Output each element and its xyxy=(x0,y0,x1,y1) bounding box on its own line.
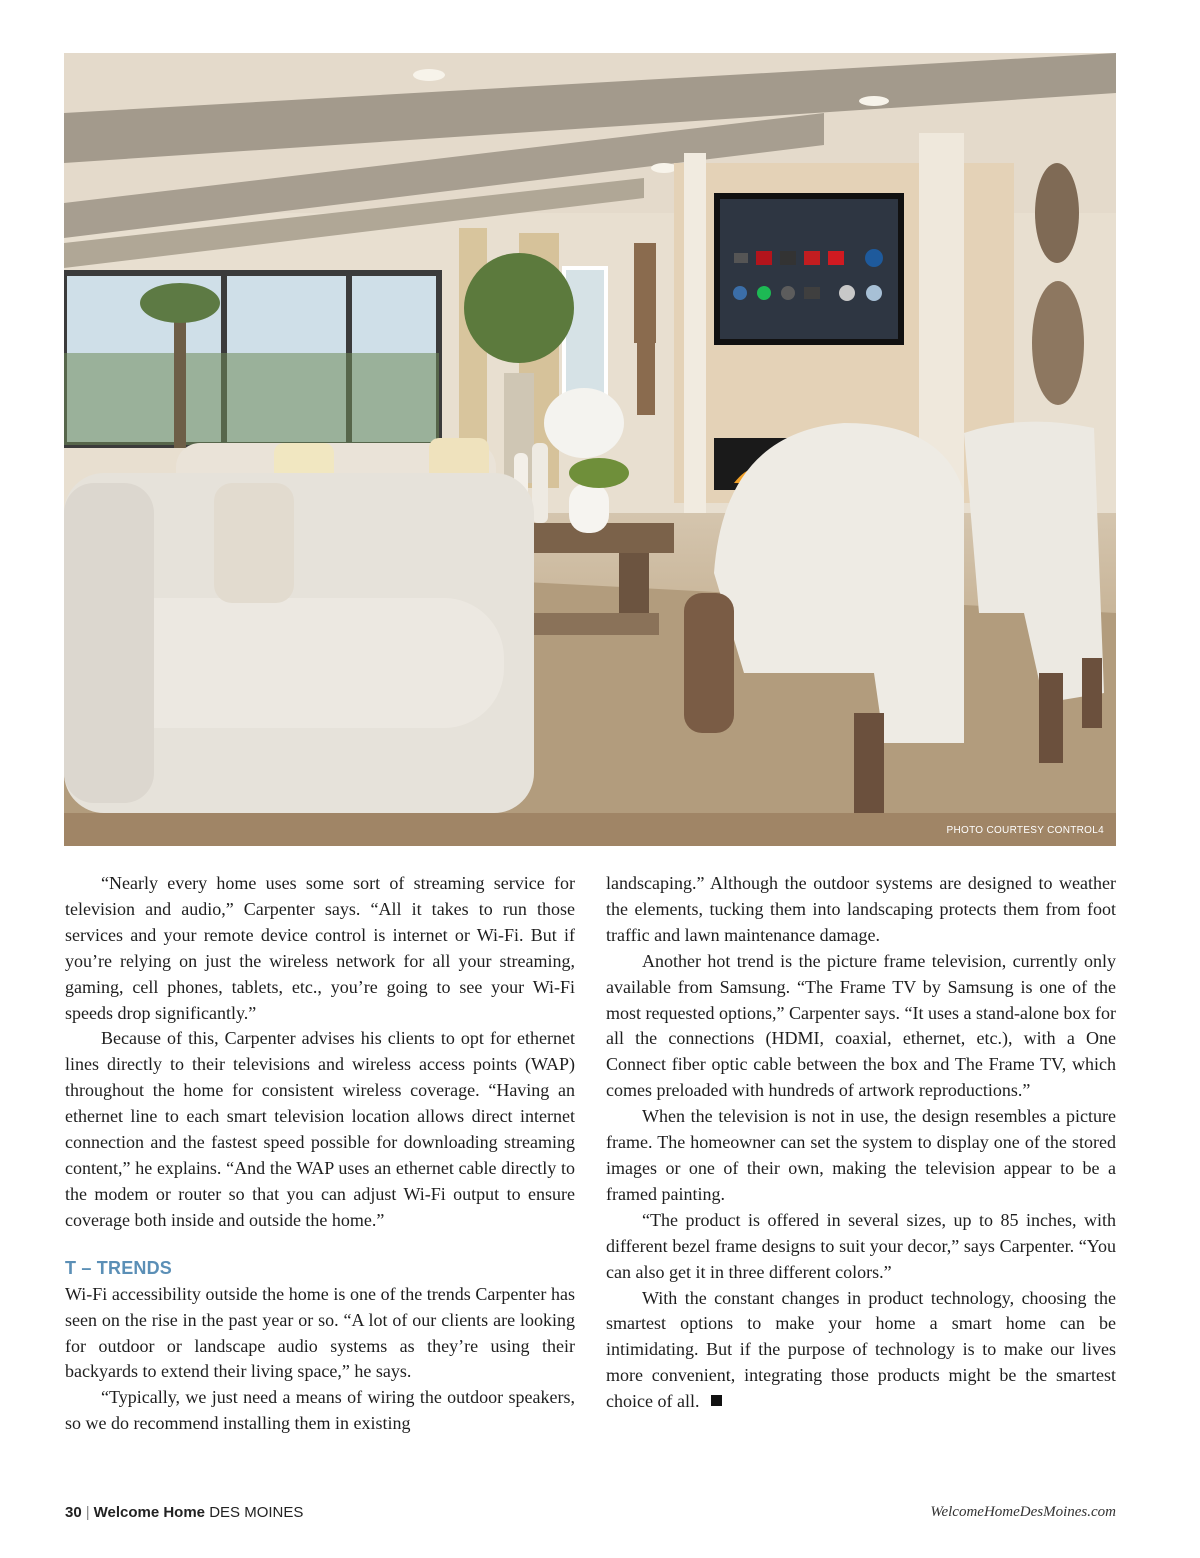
paragraph: Because of this, Carpenter advises his clients to opt for ethernet lines directly to their televisions and wireless access points (WAP) throughout the home for consistent wireless coverage. “Having an ethernet line to each smart television location allows direct internet connection and the fastest speed possible for downloading streaming content,” he explains. “And the WAP uses an ethernet cable directly to the modem or router so that you can adjust Wi-Fi output to ensure coverage both inside and outside the home.” xyxy=(65,1028,575,1230)
folio-separator: | xyxy=(85,1504,90,1521)
living-room-illustration xyxy=(64,53,1116,846)
paragraph: “Typically, we just need a means of wiring the outdoor speakers, so we do recommend installing them in existing xyxy=(65,1387,575,1434)
folio xyxy=(65,1504,303,1521)
paragraph: “Nearly every home uses some sort of streaming service for television and audio,” Carpenter says. “All it takes to run those services and your remote device control is internet or Wi-Fi. But if you’re relying on just the wireless network for all your streaming, gaming, cell phones, tablets, etc., you’re going to see your Wi-Fi speeds drop significantly.” xyxy=(65,873,575,1023)
website-url: WelcomeHomeDesMoines.com xyxy=(930,1504,1116,1520)
photo-credit: PHOTO COURTESY CONTROL4 xyxy=(946,825,1104,836)
closing-text: With the constant changes in product technology, choosing the smartest options to make your home a smart home can be intimidating. But if the purpose of technology is to make our lives more convenient, integrating those products might be the smartest choice of all. xyxy=(606,1287,1116,1412)
paragraph: Another hot trend is the picture frame television, currently only available from Samsung. “The Frame TV by Samsung is one of the most requested options,” Carpenter says. “It uses a stand-alone box for all the connections (HDMI, coaxial, ethernet, etc.), with a One Connect fiber optic cable between the box and The Frame TV, which comes preloaded with hundreds of artwork reproductions.” xyxy=(606,950,1116,1101)
living-room-photo xyxy=(64,53,1116,846)
paragraph: When the television is not in use, the design resembles a picture frame. The homeowner can set the system to display one of the stored images or one of their own, making the television appear to be a framed painting. xyxy=(606,1106,1116,1204)
section-heading: T – TRENDS xyxy=(65,1257,173,1278)
right-column xyxy=(606,871,1116,1415)
paragraph: landscaping.” Although the outdoor systems are designed to weather the elements, tucking them into landscaping protects them from foot traffic and lawn maintenance damage. xyxy=(606,873,1116,945)
paragraph: Wi-Fi accessibility outside the home is one of the trends Carpenter has seen on the rise in the past year or so. “A lot of our clients are looking for outdoor or landscape audio systems as they’re using their backyards to extend their living space,” he says. xyxy=(65,1283,575,1382)
closing-paragraph xyxy=(606,1286,1116,1416)
paragraph: “The product is offered in several sizes, up to 85 inches, with different bezel frame designs to suit your decor,” says Carpenter. “You can also get it in three different colors.” xyxy=(606,1209,1116,1282)
magazine-name-bold: Welcome Home xyxy=(93,1504,206,1521)
end-mark-icon xyxy=(711,1395,722,1406)
page-number: 30 xyxy=(65,1504,82,1521)
left-column xyxy=(65,871,575,1437)
magazine-name-city: DES MOINES xyxy=(209,1504,304,1521)
